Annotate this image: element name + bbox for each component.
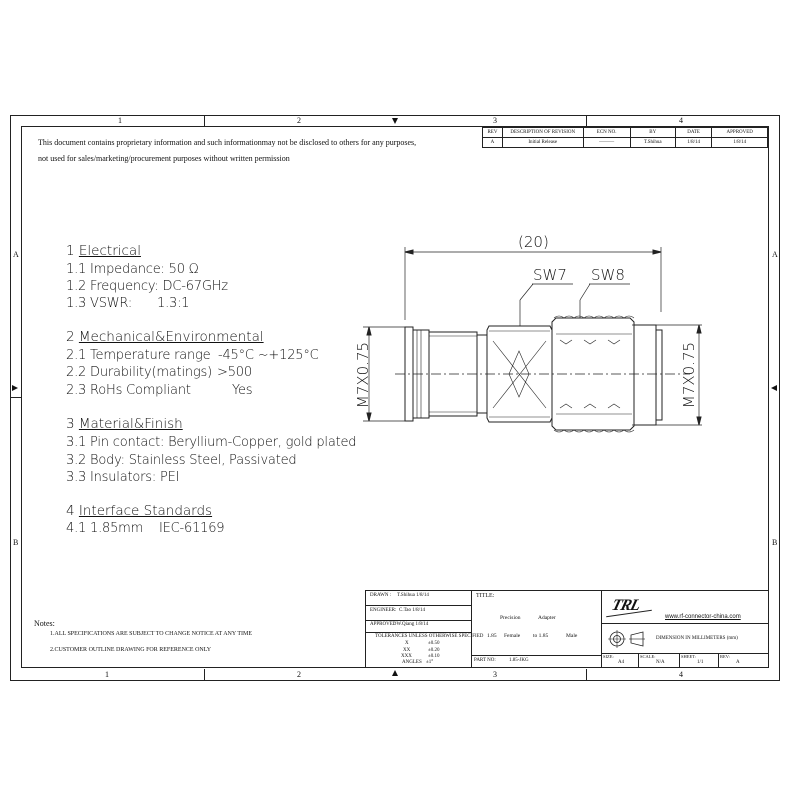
rev-label: REV:: [720, 654, 730, 659]
title-line1b: Adapter: [538, 615, 556, 621]
sheet-value: 1/1: [697, 660, 704, 665]
cell-divider: [638, 653, 639, 668]
zone-top-2: 2: [297, 116, 301, 125]
rev-cell: 1/8/14: [675, 138, 712, 148]
zone-bottom-2: 2: [297, 670, 301, 679]
sw7-leader: [520, 284, 533, 300]
nut-mark: [560, 404, 620, 408]
spec-section-number: 3: [66, 416, 75, 432]
size-label: SIZE:: [603, 654, 614, 659]
rev-header-by: BY: [630, 128, 675, 138]
engineer-label: ENGINEER:: [370, 608, 397, 613]
zone-top-3: 3: [493, 116, 497, 125]
spec-section-number: 1: [66, 243, 75, 259]
female-body: [634, 325, 656, 425]
rev-cell: ———: [583, 138, 630, 148]
rev-cell: A: [483, 138, 503, 148]
tol-xx-value: ±0.20: [428, 648, 440, 653]
tol-x: X: [405, 641, 409, 646]
tolerance-header: TOLERANCES UNLESS OTHERWISE SPECIFIED: [375, 634, 484, 639]
spec-body: 3.2 Body: Stainless Steel, Passivated: [66, 453, 297, 468]
tol-angles-value: ±1°: [426, 660, 434, 665]
note-1: 1.ALL SPECIFICATIONS ARE SUBJECT TO CHANGE NOTICE AT ANY TIME: [50, 631, 253, 637]
approved-label: APPROVED: [370, 622, 397, 627]
title-line2c: to 1.85: [533, 633, 549, 639]
zone-left-b: B: [13, 538, 19, 547]
cell-divider: [718, 653, 719, 668]
dim-arrow: [405, 250, 413, 254]
spec-durability-value: >500: [217, 365, 252, 380]
spec-section-title: Electrical: [78, 243, 141, 259]
rev-header-rev: REV: [483, 128, 503, 138]
tol-angles: ANGLES: [402, 660, 422, 665]
spec-temperature-label: 2.1 Temperature range: [66, 348, 211, 363]
spec-section-number: 2: [66, 329, 75, 345]
spec-vswr-value: 1.3:1: [157, 296, 190, 311]
spec-durability-label: 2.2 Durability(matings): [66, 365, 212, 380]
spec-section-number: 4: [66, 503, 75, 519]
drawn-value: T.Shihua 1/8/14: [397, 593, 429, 598]
zone-bottom-1: 1: [105, 670, 109, 679]
spec-vswr-label: 1.3 VSWR:: [66, 296, 133, 311]
tol-xx: XX: [403, 648, 411, 653]
title-line2b: Female: [504, 633, 521, 639]
title-line1a: Precision: [500, 615, 521, 621]
spec-interface-label: 4.1 1.85mm: [66, 521, 144, 536]
title-line2a: 1.85: [487, 633, 497, 639]
spec-section-title: Mechanical&Environmental: [78, 329, 264, 345]
rev-header-description: DESCRIPTION OF REVISION: [502, 128, 583, 138]
rev-cell: T.Shihua: [630, 138, 675, 148]
spec-section-title: Material&Finish: [78, 416, 183, 432]
spec-temperature-value: -45°C ~+125°C: [218, 348, 319, 363]
scale-label: SCALE:: [640, 654, 656, 659]
spec-frequency: 1.2 Frequency: DC-67GHz: [66, 279, 228, 294]
overall-length-label: (20): [518, 233, 549, 251]
spec-rohs-label: 2.3 RoHs Compliant: [66, 383, 191, 398]
zone-right-b: B: [772, 538, 778, 547]
company-website: www.rf-connector-china.com: [665, 614, 741, 620]
sheet-label: SHEET:: [681, 654, 697, 659]
scale-value: N/A: [656, 660, 665, 665]
spec-rohs-value: Yes: [232, 383, 253, 398]
part-no-value: 1.85-JKG: [509, 658, 529, 663]
rev-header-approved: APPROVED: [712, 128, 768, 138]
zone-bottom-4: 4: [679, 670, 683, 679]
tol-xxx-value: ±0.10: [428, 654, 440, 659]
sw7-label: SW7: [533, 266, 567, 284]
rev-cell: Initial Release: [502, 138, 583, 148]
cell-divider: [679, 653, 680, 668]
dimension-note: DIMENSION IN MILLIMETERS (mm): [656, 636, 738, 641]
title-line2d: Male: [566, 633, 578, 639]
title-area: [471, 590, 602, 656]
spec-insulators: 3.3 Insulators: PEI: [66, 470, 180, 485]
sw8-leader: [580, 284, 590, 300]
zone-top-1: 1: [118, 116, 122, 125]
drawn-label: DRAWN :: [370, 593, 392, 598]
dim-arrow: [653, 250, 661, 254]
spec-interface-value: IEC-61169: [159, 521, 225, 536]
title-label: TITLE:: [476, 593, 495, 599]
sw8-label: SW8: [591, 266, 625, 284]
proprietary-notice-line2: not used for sales/marketing/procurement purposes without written permission: [38, 154, 290, 163]
company-logo: TRL: [609, 597, 642, 614]
spec-pin-contact: 3.1 Pin contact: Beryllium-Copper, gold plated: [66, 435, 357, 450]
left-thread-label: M7X0.75: [354, 341, 372, 409]
projection-symbol-icon: [607, 629, 647, 649]
rev-header-date: DATE: [675, 128, 712, 138]
zone-right-a: A: [772, 250, 778, 259]
notes-title: Notes:: [34, 619, 55, 628]
approved-value: : W.Qiang 1/8/14: [394, 622, 429, 627]
nut-mark: [560, 340, 620, 344]
engineer-value: C.Tao 1/8/14: [399, 608, 426, 613]
rev-value: A: [736, 660, 740, 665]
note-2: 2.CUSTOMER OUTLINE DRAWING FOR REFERENCE ONLY: [50, 647, 212, 653]
rev-header-ecn: ECN NO.: [583, 128, 630, 138]
tol-x-value: ±0.50: [428, 641, 440, 646]
zone-top-4: 4: [679, 116, 683, 125]
size-value: A4: [618, 660, 625, 665]
tol-xxx: XXX: [401, 654, 412, 659]
zone-left-a: A: [13, 250, 19, 259]
proprietary-notice-line1: This document contains proprietary information and such informationmay not be disclosed to others for any purposes,: [38, 138, 417, 147]
spec-section-title: Interface Standards: [78, 503, 213, 519]
rev-cell: 1/8/14: [712, 138, 768, 148]
spec-impedance: 1.1 Impedance: 50 Ω: [66, 262, 199, 277]
right-thread-label: M7X0.75: [680, 341, 698, 409]
zone-bottom-3: 3: [493, 670, 497, 679]
female-face: [656, 330, 662, 420]
part-no-label: PART NO:: [474, 658, 496, 663]
